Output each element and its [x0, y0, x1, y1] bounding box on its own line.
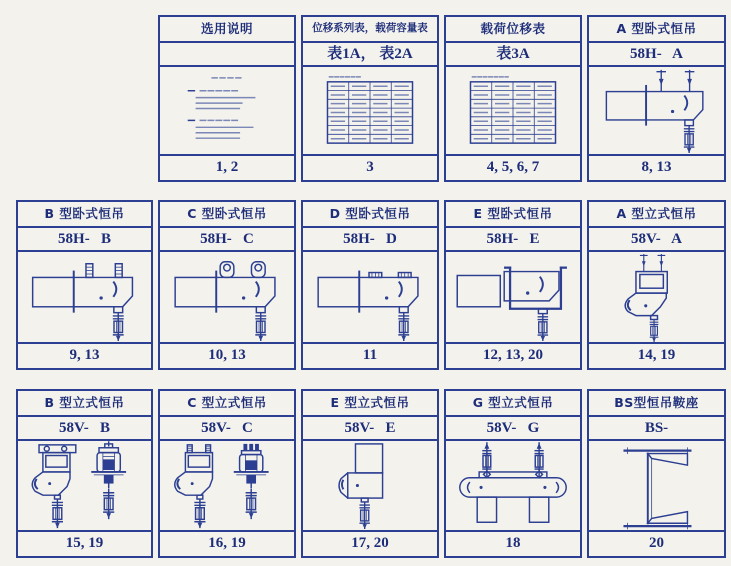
panel-drawing-area	[18, 252, 151, 342]
data-table-sketch	[446, 67, 580, 154]
panel-pages: 20	[589, 530, 724, 556]
panel-title: E 型立式恒吊	[303, 391, 437, 417]
hanger-vertical-c-drawing	[160, 441, 294, 530]
hanger-vertical-a-drawing	[589, 252, 724, 342]
panel-title: BS型恒吊鞍座	[589, 391, 724, 417]
panel-code: 58H- C	[160, 228, 294, 252]
panel-pages: 16, 19	[160, 530, 294, 556]
panel-pages: 1, 2	[160, 154, 294, 180]
panel-pages: 9, 13	[18, 342, 151, 368]
panel-code: 58H- D	[303, 228, 437, 252]
notes-sketch	[160, 67, 294, 154]
panel-drawing-area	[160, 441, 294, 530]
panel-drawing-area	[303, 252, 437, 342]
panel-title: A 型卧式恒吊	[589, 17, 724, 43]
hanger-vertical-b-drawing	[18, 441, 151, 530]
panel-pages: 8, 13	[589, 154, 724, 180]
panel-code: 表3A	[446, 43, 580, 67]
panel-hanger-58v-b	[16, 389, 153, 558]
panel-pages: 10, 13	[160, 342, 294, 368]
panel-code: 58V- G	[446, 417, 580, 441]
panel-pages: 12, 13, 20	[446, 342, 580, 368]
panel-pages: 18	[446, 530, 580, 556]
panel-load-displacement-table	[444, 15, 582, 182]
panel-hanger-58v-a	[587, 200, 726, 370]
saddle-bs-drawing	[589, 441, 724, 530]
panel-hanger-58v-c	[158, 389, 296, 558]
panel-code: BS-	[589, 417, 724, 441]
panel-drawing-area	[446, 67, 580, 154]
panel-title: D 型卧式恒吊	[303, 202, 437, 228]
panel-title: B 型卧式恒吊	[18, 202, 151, 228]
panel-pages: 11	[303, 342, 437, 368]
panel-drawing-area	[160, 252, 294, 342]
panel-title: A 型立式恒吊	[589, 202, 724, 228]
data-table-sketch	[303, 67, 437, 154]
panel-hanger-58h-c	[158, 200, 296, 370]
panel-drawing-area	[160, 67, 294, 154]
panel-hanger-58h-b	[16, 200, 153, 370]
panel-hanger-58h-e	[444, 200, 582, 370]
panel-saddle-bs	[587, 389, 726, 558]
panel-pages: 17, 20	[303, 530, 437, 556]
panel-title: 选用说明	[160, 17, 294, 43]
panel-title: 位移系列表，载荷容量表	[303, 17, 437, 43]
panel-hanger-58v-g	[444, 389, 582, 558]
panel-pages: 4, 5, 6, 7	[446, 154, 580, 180]
panel-title: C 型卧式恒吊	[160, 202, 294, 228]
panel-title: G 型立式恒吊	[446, 391, 580, 417]
panel-title: C 型立式恒吊	[160, 391, 294, 417]
panel-drawing-area	[589, 252, 724, 342]
hanger-vertical-g-drawing	[446, 441, 580, 530]
panel-code: 58V- C	[160, 417, 294, 441]
panel-selection-guide	[158, 15, 296, 182]
panel-title: B 型立式恒吊	[18, 391, 151, 417]
panel-code: 58H- A	[589, 43, 724, 67]
panel-code: 58V- B	[18, 417, 151, 441]
panel-pages: 14, 19	[589, 342, 724, 368]
panel-code: 58V- E	[303, 417, 437, 441]
panel-hanger-58h-d	[301, 200, 439, 370]
panel-pages: 3	[303, 154, 437, 180]
panel-code: 58V- A	[589, 228, 724, 252]
hanger-vertical-e-drawing	[303, 441, 437, 530]
hanger-horizontal-b-drawing	[18, 252, 151, 342]
hanger-horizontal-e-drawing	[446, 252, 580, 342]
panel-code	[160, 43, 294, 67]
hanger-horizontal-a-drawing	[589, 67, 724, 154]
panel-code: 58H- B	[18, 228, 151, 252]
panel-code: 58H- E	[446, 228, 580, 252]
panel-drawing-area	[589, 441, 724, 530]
hanger-horizontal-d-drawing	[303, 252, 437, 342]
panel-drawing-area	[589, 67, 724, 154]
panel-pages: 15, 19	[18, 530, 151, 556]
panel-drawing-area	[303, 441, 437, 530]
panel-drawing-area	[18, 441, 151, 530]
panel-title: 载荷位移表	[446, 17, 580, 43]
panel-drawing-area	[303, 67, 437, 154]
panel-drawing-area	[446, 252, 580, 342]
panel-code: 表1A， 表2A	[303, 43, 437, 67]
hanger-horizontal-c-drawing	[160, 252, 294, 342]
panel-hanger-58v-e	[301, 389, 439, 558]
panel-drawing-area	[446, 441, 580, 530]
panel-title: E 型卧式恒吊	[446, 202, 580, 228]
panel-hanger-58h-a	[587, 15, 726, 182]
panel-displacement-series-table	[301, 15, 439, 182]
